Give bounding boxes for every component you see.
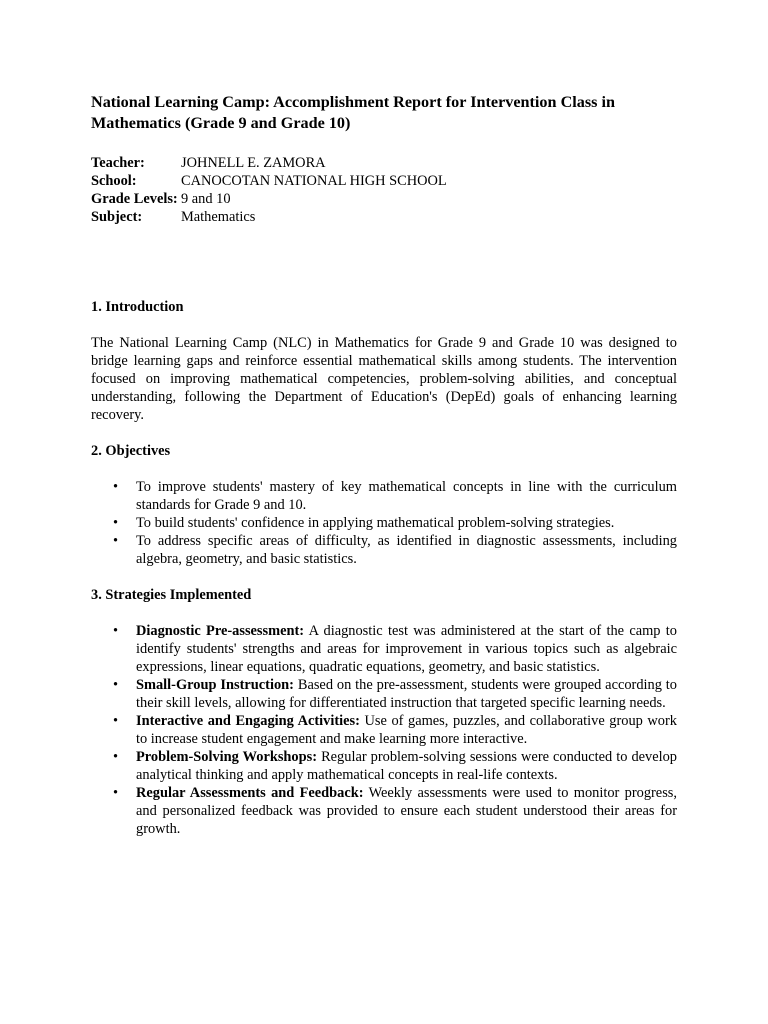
objectives-list bbox=[91, 478, 677, 568]
list-item bbox=[91, 784, 677, 838]
introduction-paragraph: The National Learning Camp (NLC) in Mathematics for Grade 9 and Grade 10 was designed to bridge learning gaps and reinforce essential mathematical skills among students. The intervention focused on improving mathematical competencies, problem-solving abilities, and conceptual understanding, following the Department of Education's (DepEd) goals of enhancing learning recovery. bbox=[91, 335, 677, 423]
list-item bbox=[91, 748, 677, 784]
bullet-icon: • bbox=[113, 713, 119, 729]
objective-text: To address specific areas of difficulty, as identified in diagnostic assessments, including algebra, geometry, and basic statistics. bbox=[136, 533, 677, 567]
list-item bbox=[91, 676, 677, 712]
bullet-icon: • bbox=[113, 677, 119, 693]
meta-row-grade-levels bbox=[91, 190, 677, 208]
section-heading-introduction: 1. Introduction bbox=[91, 299, 184, 315]
bullet-icon: • bbox=[113, 479, 119, 495]
strategy-text: Weekly assessments were used to monitor progress, and personalized feedback was provided to ensure each student understood their areas for growth. bbox=[136, 785, 677, 837]
bullet-icon: • bbox=[113, 785, 119, 801]
list-item bbox=[91, 712, 677, 748]
meta-label-subject: Subject: bbox=[91, 209, 143, 225]
document-title: National Learning Camp: Accomplishment Report for Intervention Class in Mathematics (Grade 9 and Grade 10) bbox=[91, 93, 615, 132]
objective-text: To build students' confidence in applying mathematical problem-solving strategies. bbox=[136, 515, 615, 531]
report-meta bbox=[91, 154, 677, 226]
list-item bbox=[91, 478, 677, 514]
bullet-icon: • bbox=[113, 749, 119, 765]
meta-label-teacher: Teacher: bbox=[91, 155, 145, 171]
meta-label-grade-levels: Grade Levels: bbox=[91, 191, 178, 207]
strategy-term: Problem-Solving Workshops: bbox=[136, 749, 318, 765]
strategy-text: Based on the pre-assessment, students were grouped according to their skill levels, allowing for differentiated instruction that targeted specific learning needs. bbox=[136, 677, 678, 711]
strategy-text: A diagnostic test was administered at the start of the camp to identify students' strengths and areas for improvement in various topics such as algebraic expressions, linear equations, quadratic equations, geometry, and basic statistics. bbox=[136, 623, 677, 675]
strategy-text: Use of games, puzzles, and collaborative group work to increase student engagement and make learning more interactive. bbox=[136, 713, 677, 747]
meta-value-subject: Mathematics bbox=[181, 209, 256, 225]
bullet-icon: • bbox=[113, 623, 119, 639]
spacer bbox=[91, 226, 677, 298]
strategy-term: Diagnostic Pre-assessment: bbox=[136, 623, 305, 639]
meta-value-grade-levels: 9 and 10 bbox=[181, 191, 231, 207]
list-item bbox=[91, 532, 677, 568]
meta-value-teacher: JOHNELL E. ZAMORA bbox=[181, 155, 326, 171]
bullet-icon: • bbox=[113, 515, 119, 531]
bullet-icon: • bbox=[113, 533, 119, 549]
meta-value-school: CANOCOTAN NATIONAL HIGH SCHOOL bbox=[181, 173, 447, 189]
meta-label-school: School: bbox=[91, 173, 137, 189]
meta-row-teacher bbox=[91, 154, 677, 172]
meta-row-subject bbox=[91, 208, 677, 226]
list-item bbox=[91, 514, 677, 532]
strategy-text: Regular problem-solving sessions were conducted to develop analytical thinking and apply mathematical concepts in real-life contexts. bbox=[136, 749, 677, 783]
strategy-term: Regular Assessments and Feedback: bbox=[136, 785, 364, 801]
section-heading-objectives: 2. Objectives bbox=[91, 443, 171, 459]
strategy-term: Interactive and Engaging Activities: bbox=[136, 713, 360, 729]
meta-row-school bbox=[91, 172, 677, 190]
list-item bbox=[91, 622, 677, 676]
objective-text: To improve students' mastery of key mathematical concepts in line with the curriculum standards for Grade 9 and 10. bbox=[136, 479, 677, 513]
strategies-list bbox=[91, 622, 677, 838]
document-page bbox=[91, 92, 677, 856]
section-heading-strategies: 3. Strategies Implemented bbox=[91, 587, 252, 603]
strategy-term: Small-Group Instruction: bbox=[136, 677, 294, 693]
